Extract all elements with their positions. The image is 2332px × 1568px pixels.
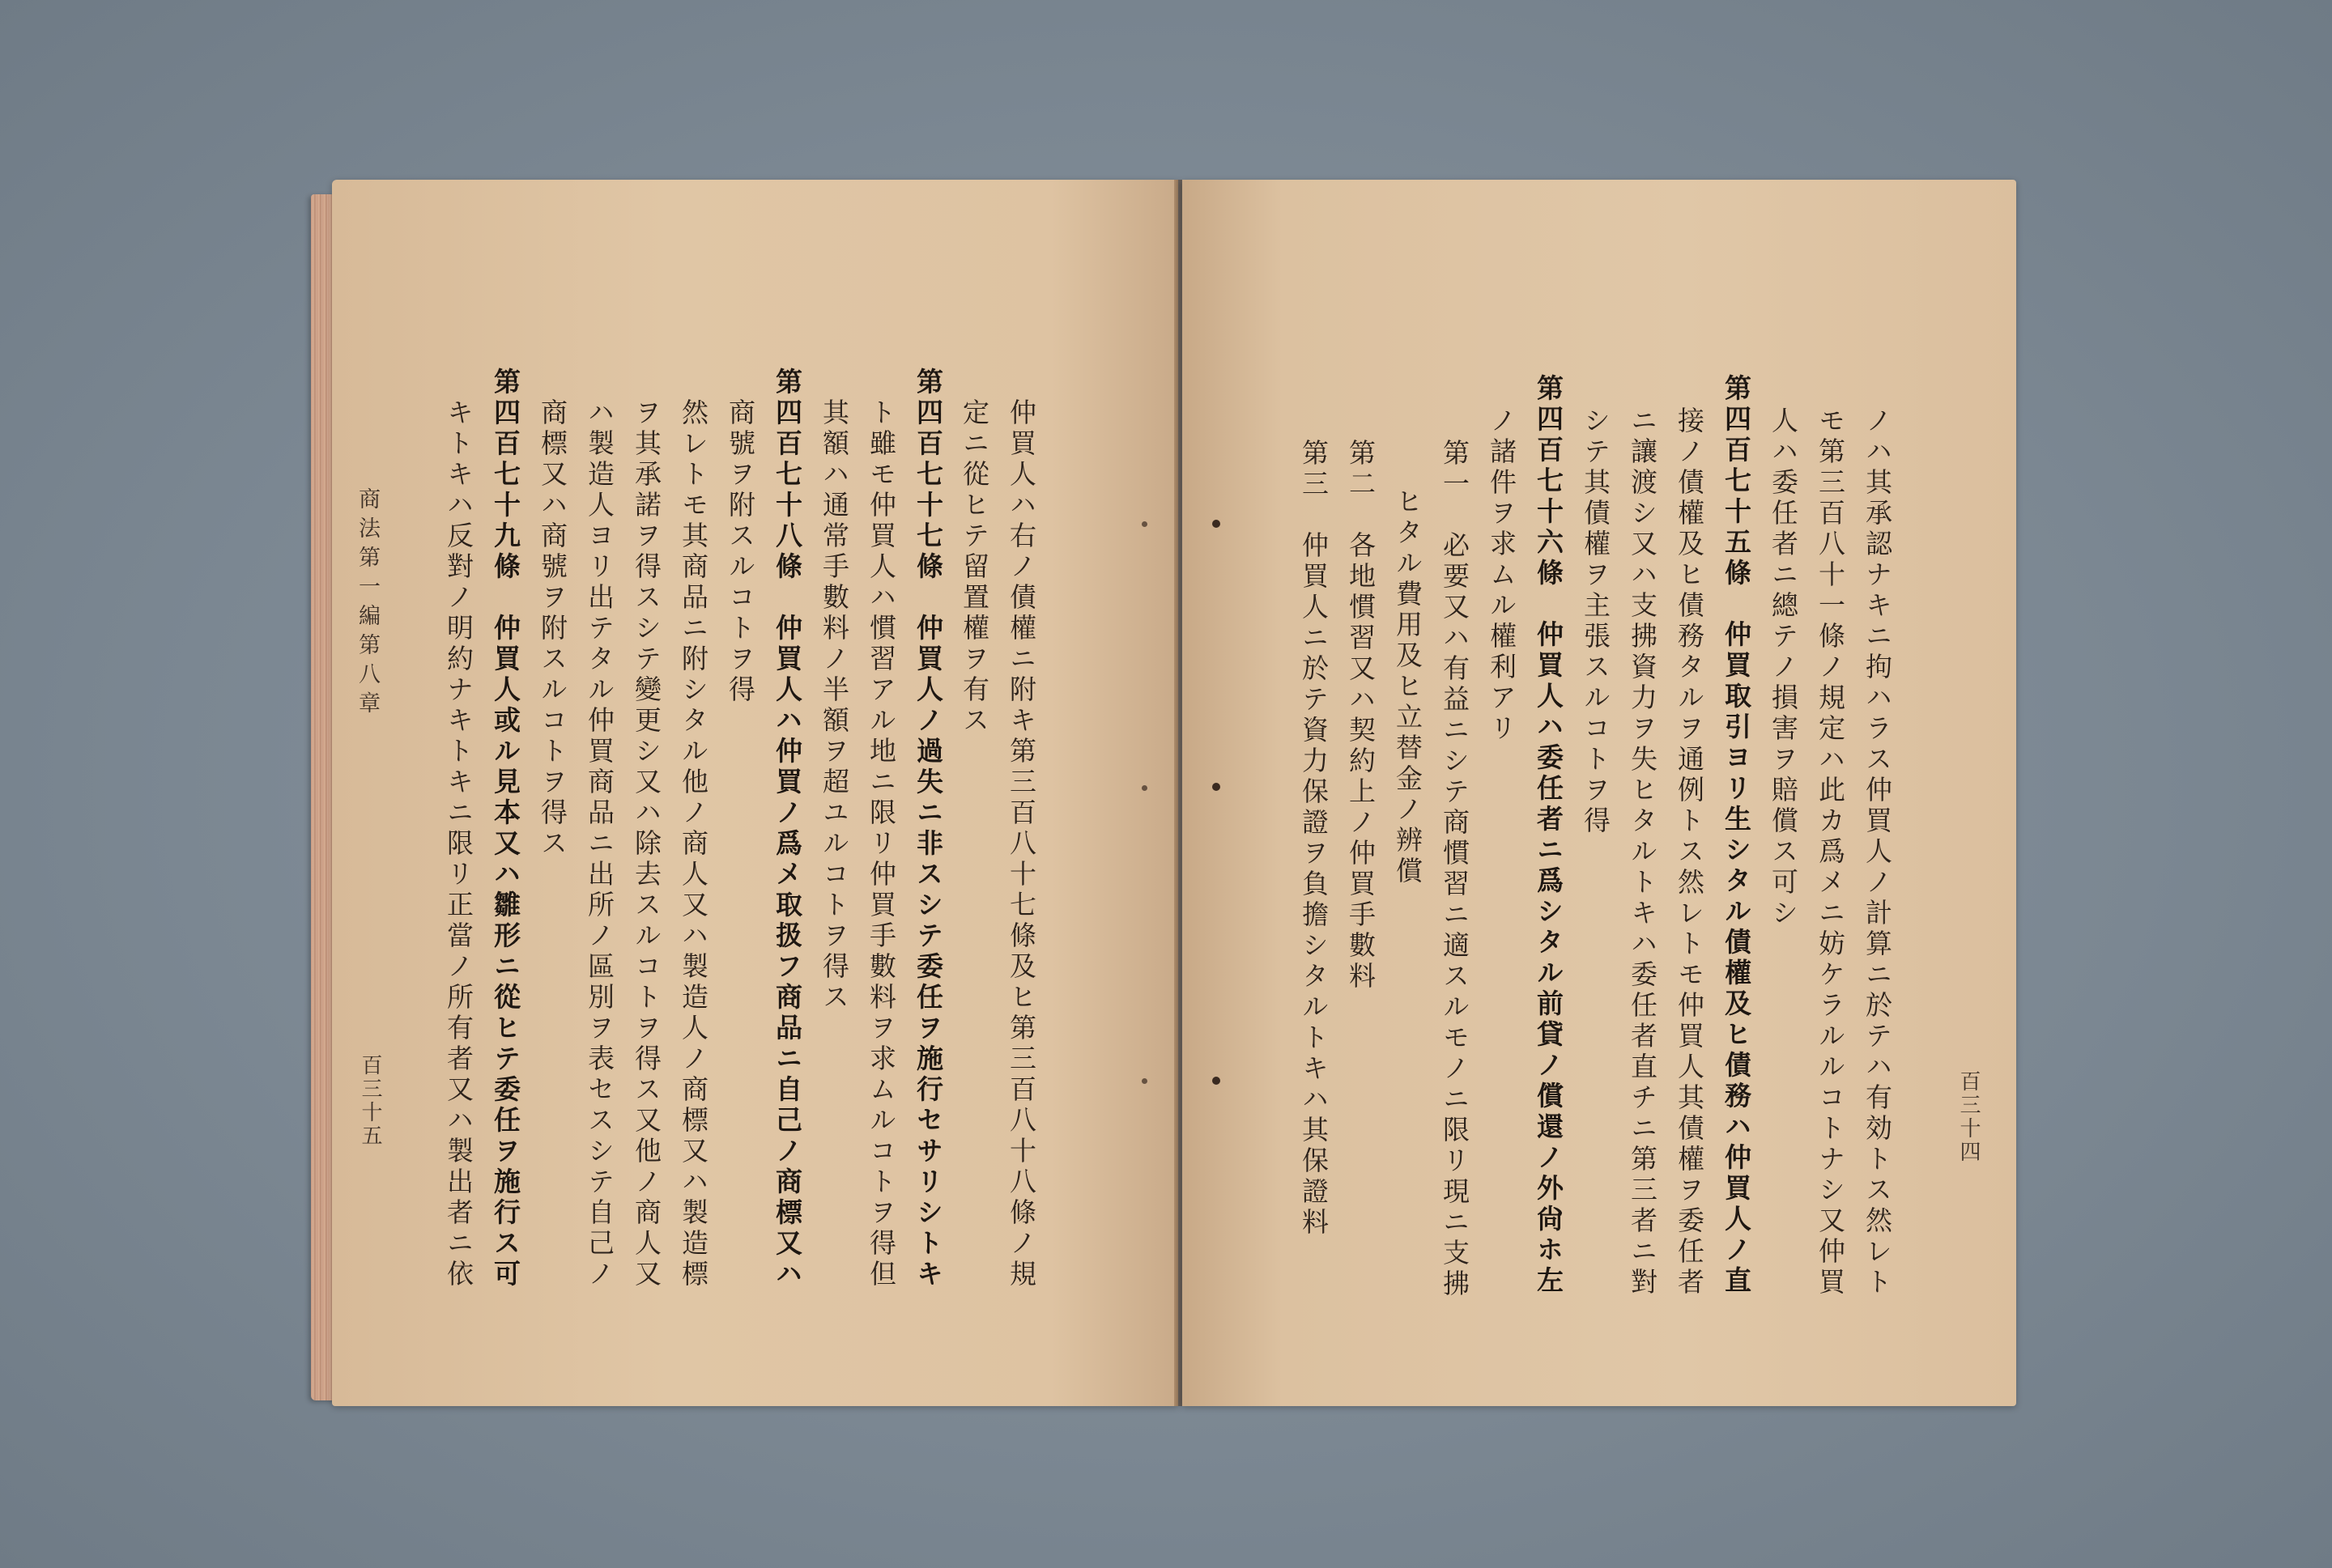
right-line: 人ハ委任者ニ總テノ損害ヲ賠償ス可シ — [1768, 406, 1799, 929]
right-line: シテ其債權ヲ主張スルコトヲ得 — [1580, 406, 1611, 837]
binding-hole — [1212, 783, 1220, 791]
right-page — [1182, 180, 2016, 1406]
left-line: 仲買人ハ右ノ債權ニ附キ第三百八十七條及ヒ第三百八十八條ノ規 — [1006, 398, 1037, 1290]
right-line: モ第三百八十一條ノ規定ハ此カ爲メニ妨ケラルルコトナシ又仲買 — [1815, 406, 1846, 1298]
right-line: 第一 必要又ハ有益ニシテ商慣習ニ適スルモノニ限リ現ニ支拂 — [1439, 439, 1470, 1300]
article-heading: 第四百七十七條 仲買人ノ過失ニ非スシテ委任ヲ施行セサリシトキ — [913, 368, 944, 1290]
left-line: ト雖モ仲買人ハ慣習アル地ニ限リ仲買手數料ヲ求ムルコトヲ得但 — [866, 398, 897, 1290]
left-line: 然レトモ其商品ニ附シタル他ノ商人又ハ製造人ノ商標又ハ製造標 — [678, 398, 709, 1290]
page-number: 百三十四 — [1956, 1070, 1981, 1164]
article-heading: 第四百七十九條 仲買人或ル見本又ハ雛形ニ從ヒテ委任ヲ施行ス可 — [490, 368, 521, 1290]
article-heading: 第四百七十八條 仲買人ハ仲買ノ爲メ取扱フ商品ニ自己ノ商標又ハ — [772, 368, 803, 1290]
right-line: ヒタル費用及ヒ立替金ノ辨償 — [1392, 487, 1423, 887]
binding-hole — [1212, 1077, 1220, 1085]
running-title: 商法第一編第八章 — [355, 487, 380, 720]
right-line: ノ諸件ヲ求ムル權利アリ — [1486, 406, 1517, 745]
left-page — [332, 180, 1178, 1406]
left-line: 其額ハ通常手數料ノ半額ヲ超ユルコトヲ得ス — [819, 398, 850, 1013]
open-book — [332, 180, 2016, 1406]
left-line: ヲ其承諾ヲ得スシテ變更シ又ハ除去スルコトヲ得ス又他ノ商人又 — [631, 398, 662, 1290]
left-line: 商標又ハ商號ヲ附スルコトヲ得ス — [537, 398, 568, 860]
page-number: 百三十五 — [358, 1054, 382, 1148]
right-line: 接ノ債權及ヒ債務タルヲ通例トス然レトモ仲買人其債權ヲ委任者 — [1674, 406, 1705, 1298]
right-line: ノハ其承認ナキニ拘ハラス仲買人ノ計算ニ於テハ有効トス然レト — [1862, 406, 1893, 1298]
left-line: ハ製造人ヨリ出テタル仲買商品ニ出所ノ區別ヲ表セスシテ自己ノ — [584, 398, 615, 1290]
binding-hole — [1142, 785, 1147, 791]
left-line: 商號ヲ附スルコトヲ得 — [725, 398, 756, 706]
article-heading: 第四百七十五條 仲買取引ヨリ生シタル債權及ヒ債務ハ仲買人ノ直 — [1721, 374, 1752, 1297]
right-line: 第二 各地慣習又ハ契約上ノ仲買手數料 — [1345, 439, 1377, 992]
binding-hole — [1212, 520, 1220, 528]
left-line: 定ニ從ヒテ留置權ヲ有ス — [959, 398, 990, 737]
binding-hole — [1142, 1078, 1147, 1084]
article-heading: 第四百七十六條 仲買人ハ委任者ニ爲シタル前貸ノ償還ノ外尙ホ左 — [1533, 374, 1564, 1297]
right-line: ニ讓渡シ又ハ支拂資力ヲ失ヒタルトキハ委任者直チニ第三者ニ對 — [1627, 406, 1658, 1298]
binding-hole — [1142, 521, 1147, 527]
right-line: 第三 仲買人ニ於テ資力保證ヲ負擔シタルトキハ其保證料 — [1298, 439, 1330, 1239]
left-line: キトキハ反對ノ明約ナキトキニ限リ正當ノ所有者又ハ製出者ニ依 — [443, 398, 474, 1290]
